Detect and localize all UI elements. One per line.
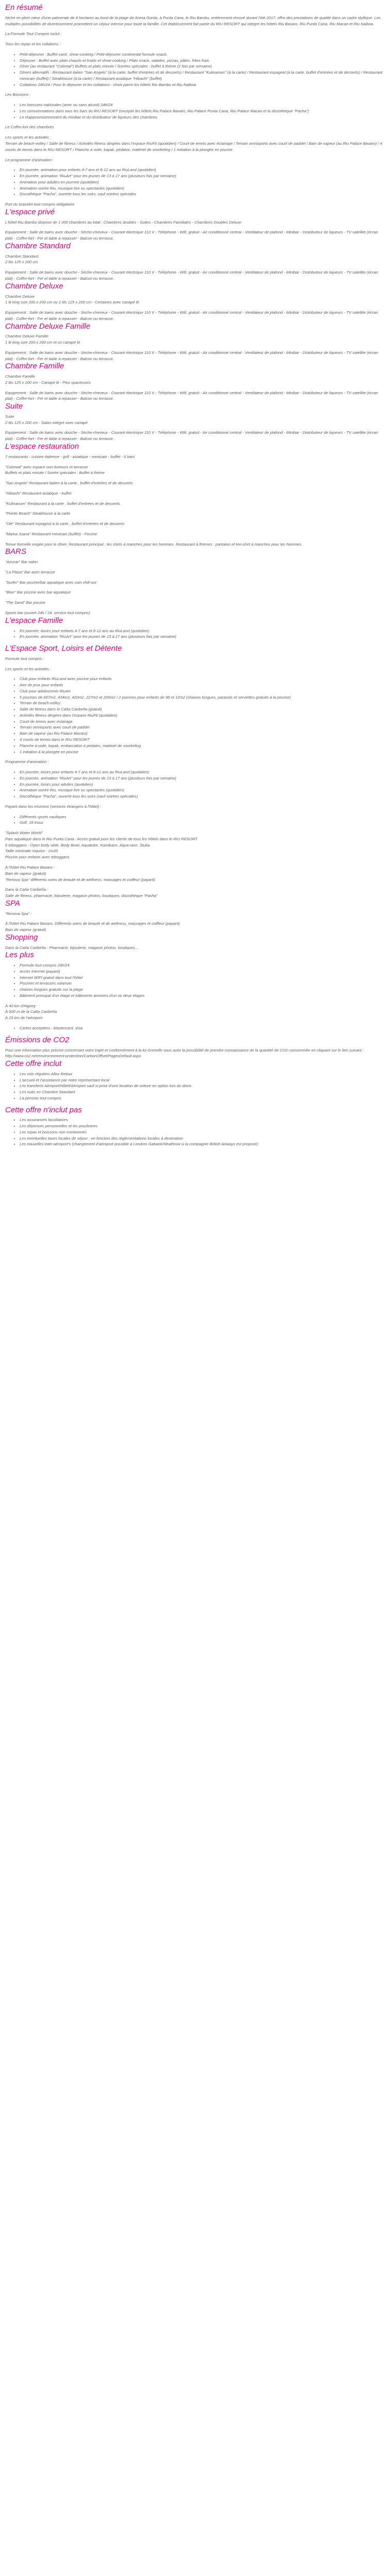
paragraph: Les sports et les activités : [5,666,52,671]
list-item: • Salle de fitness dans le Caña Caribeña (gratuit) [20,706,386,713]
paragraph: Equipement : Salle de bains avec douche - Sèche-cheveux - Courant électrique 110 V - Téléphone - Wifi, gratuit - Air conditionné central - Ventilateur de plafond - Minibar - Distributeur de liqueurs - TV satellite (écran plat) - Coffre-fort - Fer et table à repasser - Balcon ou terrasse. [5,270,378,281]
list-item: • Club pour adolescents RiuArt [20,688,386,694]
section-chambre-deluxe [5,282,386,322]
paragraph: Chambre Famille 2 lits 125 x 200 cm - Canapé lit - Plus spacieuses [5,374,91,385]
section-heading: BARS [5,547,26,556]
section-les-plus [5,951,386,998]
section-suite [5,402,386,442]
section-en-resume [5,3,386,208]
list-item: • L'accueil et l'assistance par notre représentant local [20,1077,386,1083]
paragraph: "La Plaza" Bar avec terrasse [5,569,55,574]
list-item: • En journée, animation "RiuArt" pour les jeunes de 13 à 17 ans (plusieurs fois par semaine) [20,634,386,640]
paragraph: "Colonial" avec espace non-fumeurs et terrasse Buffets et plats minute / Soirée spéciales : Buffet à thème [5,464,105,476]
bullet-list [5,1117,386,1147]
list-item: • Les assurances facultatives [20,1117,386,1123]
section-heading: Cette offre n'inclut pas [5,1105,82,1114]
paragraph: Dans la Caña Caribeña : Pharmacie, bijouterie, magasin photos, boutiques... [5,945,138,950]
paragraph: "Azucar" Bar salon [5,560,38,565]
list-item: • Dîner (au restaurant "Colonial") Buffets et plats minute / Soirées spéciales : buffet à thème (2 fois par semaine) [20,63,386,70]
list-item: • chaises longues gratuits sur la plage [20,987,386,993]
paragraph: Le Coffre-fort des chambres [5,125,54,130]
list-item: • Activités fitness dirigées dans l'espace RiuFit (quotidien) [20,713,386,719]
paragraph: Chambre Deluxe Famille 1 lit king size 200 x 200 cm et un canapé lit [5,334,80,345]
list-item: • Les vols réguliers Allez Retour [20,1071,386,1077]
list-item: • Accès Internet (payant) [20,969,386,975]
section-cette-offre-n-inclut-pas [5,1106,386,1148]
list-item: • Formule tout compris 24h/24 [20,962,386,969]
paragraph: 7 restaurants - cuisine italienne - grill - asiatique - mexicain - buffet - 6 bars [5,454,135,459]
section-bars [5,547,386,616]
list-item: • En journée, animation "RiuArt" pour les jeunes de 13 à 17 ans (plusieurs fois par semaine) [20,173,386,179]
section-heading: Cette offre inclut [5,1059,62,1069]
paragraph: Equipement : Salle de bains avec douche - Sèche-cheveux - Courant électrique 110 V - Téléphone - Wifi, gratuit - Air conditionné central - Ventilateur de plafond - Minibar - Distributeur de liqueurs - TV satellite (écran plat) - Coffre-fort - Fer et table à repasser - Balcon ou terrasse. [5,230,378,241]
list-item: • 1 initiation à la plongée en piscine [20,749,386,755]
bullet-list [5,769,386,800]
list-item: • Les repas et boissons non mentionnés [20,1129,386,1136]
paragraph: Niché en plein cœur d'une palmeraie de 4 hectares au bord de la plage de Arena Gorda, à Punta Cana, le Riu Bambu, entièrement rénové durant l'été 2017, offre des prestations de qualité dans un cadre idyllique. Les multiples possibilités de divertissement promettent un séjour intense pour toute la famille. Cet établissement fait partie du RIU RESORT qui intègre les hôtels Riu Bavaro, Riu Punta Cana, Riu Macao et Riu Naiboa. [5,15,381,26]
section-spa [5,899,386,933]
paragraph: Port du bracelet tout compris obligatoire [5,202,75,207]
section-heading: L'espace privé [5,207,55,216]
section-heading: Chambre Deluxe [5,281,63,291]
paragraph: Chambre Deluxe 1 lit king size 200 x 200 cm ou 2 lits 125 x 200 cm - Certaines avec canapé lit [5,294,139,305]
list-item: • Animation soirée Riu, musique live ou spectacles (quotidien) [20,185,386,192]
paragraph: Tenue formelle exigée pour le dîner. Restaurant principal : les shirts à manches pour les hommes. Restaurant à thèmes : pantalon et tee-shirt à manches pour les hommes. [5,541,303,547]
list-item: • Dîners alternatifs : Restaurant italien "San Angelo" (à la carte, buffet d'entrées et de desserts) / Restaurant "Kulinarium" (à la carte) / Restaurant espagnol (à la carte, buffet d'entrées et de desserts) / Restaurant mexicain (buffet) / Steakhouse (à la carte) / Restaurant asiatique "Hibachi" (buffet) [20,70,386,82]
section-l-espace-restauration [5,442,386,547]
section-heading: En résumé [5,3,43,12]
list-item: • Bain de vapeur (au Riu Palace Bavaro) [20,731,386,737]
list-item: • 4 courts de tennis dans le RIU RESORT [20,737,386,743]
list-item: • Discothèque "Pacha", ouverte tous les soirs, sauf soirées spéciales [20,191,386,197]
list-item: • Golf, 18 trous [20,820,386,826]
section-heading: L'espace Famille [5,616,63,625]
bullet-list [5,962,386,999]
paragraph: L'hôtel Riu Bambu dispose de 1 000 chambres au total : Chambres doubles - Suites - Chambres Familiales - Chambres Doubles Deluxe [5,219,241,225]
paragraph: Equipement : Salle de bains avec douche - Sèche-cheveux - Courant électrique 110 V - Téléphone - Wifi, gratuit - Air conditionné central - Ventilateur de plafond - Minibar - Distributeur de liqueurs - TV satellite (écran plat) - Coffre-fort - Fer et table à repasser - Balcon ou terrasse. [5,390,378,401]
paragraph: Payant dans les environs (services étrangers à l'hôtel) : [5,804,102,809]
list-item: • Bâtiment principal d'un étage et bâtiments annexes d'un ou deux étages [20,993,386,999]
paragraph: "San Angelo" Restaurant italien à la carte , buffet d'entrées et de desserts [5,481,133,486]
list-item: • Piscines et terrasses solarium [20,980,386,987]
section-l-espace-sport-loisirs-et-detente [5,644,386,899]
paragraph: Chambre Standard 2 lits 125 x 200 cm [5,253,39,265]
paragraph: Les Boissons : [5,92,31,97]
paragraph: "Renova Spa" : [5,911,32,916]
list-item: • En journée, loisirs pour adultes (quotidien) [20,782,386,788]
list-item: • Planche à voile, kayak, embarcation à pédales, matériel de snorkeling [20,743,386,749]
list-item: • Animation soirée Riu, musique live ou spectacles (quotidien) [20,787,386,793]
paragraph: À l'hôtel Riu Palace Bavaro. Différents soins de beauté et de wellness, massages et coiffeur (payant) Bain de vapeur (gratuit) [5,921,180,933]
bullet-list [5,102,386,120]
list-item: • Discothèque "Pacha", ouverte tous les soirs (sauf soirées spéciales) [20,793,386,800]
paragraph: Les sports et les activités : Terrain de beach-volley / Salle de fitness / Activités fitness dirigées dans l'espace RiuFit (quotidien) / Court de tennis avec éclairage / Terrain omnisports avec court de paddel / Bain de vapeur (au Riu Palace Bavaro) / 4 courts de tennis dans le RIU RESORT / Planche à voile, kayak, pédalos, matériel de snorkeling / 1 initiation à la plongée en piscine [5,135,382,152]
section-heading: Chambre Famille [5,362,64,371]
section-heading: Shopping [5,933,38,942]
list-item: • Animation pour adultes en journée (quotidien) [20,179,386,185]
list-item: • Terrain omnisports avec court de paddel [20,724,386,731]
list-item: • Différents sports nautiques [20,814,386,820]
paragraph: Dans la Caña Caribeña : Salle de fitness, pharmacie, bijouterie, magasin photos, boutiques, discothèque "Pacha" [5,887,158,899]
list-item: • Internet WIFI gratuit dans tout l'hôtel [20,975,386,981]
list-item: • Court de tennis avec éclairage [20,719,386,725]
section-cette-offre-inclut [5,1059,386,1101]
section-l-espace-famille [5,616,386,640]
section-heading: Chambre Deluxe Famille [5,321,91,331]
list-item: • Les nouvelles inter-aéroport's (changement d'aéroport possible à Londres Gatwick/Heathrow si la compagnie British Airways est proposé) [20,1141,386,1147]
section-chambre-standard [5,242,386,282]
paragraph: "Splash Water World" Parc aquatique dans le Riu Punta Cana : Accès gratuit pour les clients de tous les hôtels dans le RIU RESORT. 6 toboggans - Open body slide, Body Bowl, Aquatube, Kamikaze, Aqua-race, Stuka. Taille minimale requise : 1m20 Piscine pour enfants avec toboggans [5,831,199,860]
section-emissions-de-co2 [5,1036,386,1059]
bullet-list [5,628,386,640]
paragraph: Pour une information plus précise concernant votre trajet et conformément à la loi Grenelle vous avez la possibilité de prendre connaissance de la quantité de CO2 consommée en cliquant sur le lien suivant : http://www.co2.net/environnement-protection/CarbonOffset/PagesDefault.aspx [5,1047,364,1059]
list-item: • En journée, loisirs pour enfants 4-7 ans et 8-12 ans au RiuLand (quotidien) [20,628,386,634]
paragraph: Suite 2 lits 125 x 200 cm - Salon intégré avec canapé [5,414,88,425]
paragraph: Equipement : Salle de bains avec douche - Sèche-cheveux - Courant électrique 110 V - Téléphone - Wifi, gratuit - Air conditionné central - Ventilateur de plafond - Minibar - Distributeur de liqueurs - TV satellite (écran plat) - Coffre-fort - Fer et table à repasser - Balcon ou terrasse. [5,430,378,442]
section-heading: Suite [5,402,23,411]
list-item: • En journée, animation pour enfants 4-7 ans et 8-12 ans au RiuLand (quotidien) [20,167,386,173]
paragraph: "Mama Juana" Restaurant mexicain (buffet) - Piscine [5,531,97,536]
list-item: • Les boissons nationales (avec ou sans alcool) 24h/24 [20,102,386,108]
list-item: • Terrain de beach-volley [20,700,386,706]
paragraph: Programme d'animation : [5,759,49,765]
paragraph: "Olé" Restaurant espagnol à la carte , buffet d'entrées et de desserts. [5,521,126,527]
paragraph: "The Sand" Bar piscine [5,600,45,605]
paragraph: Equipement : Salle de bains avec douche - Sèche-cheveux - Courant électrique 110 V - Téléphone - Wifi, gratuit - Air conditionné central - Ventilateur de plafond - Minibar - Distributeur de liqueurs - TV satellite (écran plat) - Coffre-fort - Fer et table à repasser - Balcon ou terrasse. [5,350,378,361]
paragraph: "Surfer" Bar piscine/bar aquatique avec coin chill-out [5,580,96,585]
list-item: • Les éventuelles taxes locales de séjour : en fonction des réglementations locales à destination [20,1136,386,1142]
section-shopping [5,933,386,951]
list-item: • Déjeuner : Buffet avec plats chauds et froids et show-cooking / Plats snack, salades, pizzas, pâtes, frites frais [20,58,386,64]
section-chambre-deluxe-famille [5,322,386,362]
bullet-list [5,1071,386,1101]
list-item: • Collations 24h/24 / Pour le déjeuner et les collations : choix parmi les hôtels Riu Bambu et Riu Naiboa [20,82,386,88]
paragraph: "Hibachi" Restaurant asiatique - buffet [5,490,72,496]
list-item: • Les nuits en Chambre Standard [20,1089,386,1095]
paragraph: Le programme d'animation : [5,157,54,162]
paragraph: Tous les repas et les collations : [5,42,61,47]
list-item: • Le réapprovisionnement du minibar et du distributeur de liqueurs des chambres [20,114,386,121]
bullet-list [5,167,386,197]
section-l-espace-prive [5,208,386,242]
paragraph: À l'hôtel Riu Palace Bavaro : Bain de vapeur (gratuit) "Renova Spa" différents soins de beauté et de wellness, massages et coiffeur (payant) [5,865,155,882]
bullet-list [5,676,386,755]
list-item: • En journée, loisirs pour enfants 4-7 ans et 8-12 ans au RiuLand (quotidien) [20,769,386,775]
paragraph: À 40 km d'Higüey À 600 m de la Caña Caribeña À 25 km de l'aéroport [5,1003,57,1021]
list-item: • Aire de jeux pour enfants [20,682,386,688]
paragraph: Equipement : Salle de bains avec douche - Sèche-cheveux - Courant électrique 110 V - Téléphone - Wifi, gratuit - Air conditionné central - Ventilateur de plafond - Minibar - Distributeur de liqueurs - TV satellite (écran plat) - Coffre-fort - Fer et table à repasser - Balcon ou terrasse. [5,310,378,321]
list-item: • Petit-déjeuner : Buffet varié, show-cooking / Petit-déjeuner continental formule snack. [20,52,386,58]
section-heading: Les plus [5,951,34,960]
bullet-list [5,814,386,826]
section-heading: Émissions de CO2 [5,1035,70,1044]
paragraph: "Kulinarium" Restaurant à la carte , buffet d'entrées et de desserts. [5,501,121,506]
section-heading: L'Espace Sport, Loisirs et Détente [5,644,122,653]
paragraph: Formule tout compris : [5,656,44,661]
paragraph: La Formule Tout Compris inclut : [5,31,62,37]
list-item: • 5 piscines de 667m2, 434m2, 420m2, 227m2 et 205m2 / 2 piscines pour enfants de 98 et 12m2 (chaises longues, parasols et serviettes gratuits à la piscine) [20,694,386,701]
section-untitled [5,1003,386,1031]
bullet-list [5,52,386,88]
list-item: • Club pour enfants RiuLand avec piscine pour enfants [20,676,386,682]
section-heading: L'espace restauration [5,442,79,451]
list-item: • Cartes acceptées : Mastercard, Visa [20,1025,386,1031]
section-chambre-famille [5,362,386,402]
paragraph: "Blue" Bar piscine avec bar aquatique [5,590,71,595]
hotel-description-document [0,0,391,1172]
paragraph: "Pointe Beach" Steakhouse à la carte [5,511,71,516]
list-item: • Les transferts Aéroport/Hôtel/Aéroport sauf si prise d'une location de voiture en option lors du devis [20,1083,386,1089]
paragraph: Sports bar (ouvert 24h / 24, service tout compris) [5,610,90,615]
bullet-list [5,1025,386,1031]
list-item: • Les consommations dans tous les bars du RIU RESORT (excepté les hôtels Riu Palace Bavaro, Riu Palace Punta Cana, Riu Palace Macao et la discothèque "Pacha") [20,108,386,114]
section-heading: Chambre Standard [5,241,71,250]
list-item: • Les dépenses personnelles et les pourboires [20,1123,386,1129]
section-heading: SPA [5,899,20,908]
list-item: • La pension tout compris [20,1095,386,1101]
list-item: • En journée, animation "RiuArt" pour les jeunes de 13 à 17 ans (plusieurs fois par semaine) [20,775,386,782]
